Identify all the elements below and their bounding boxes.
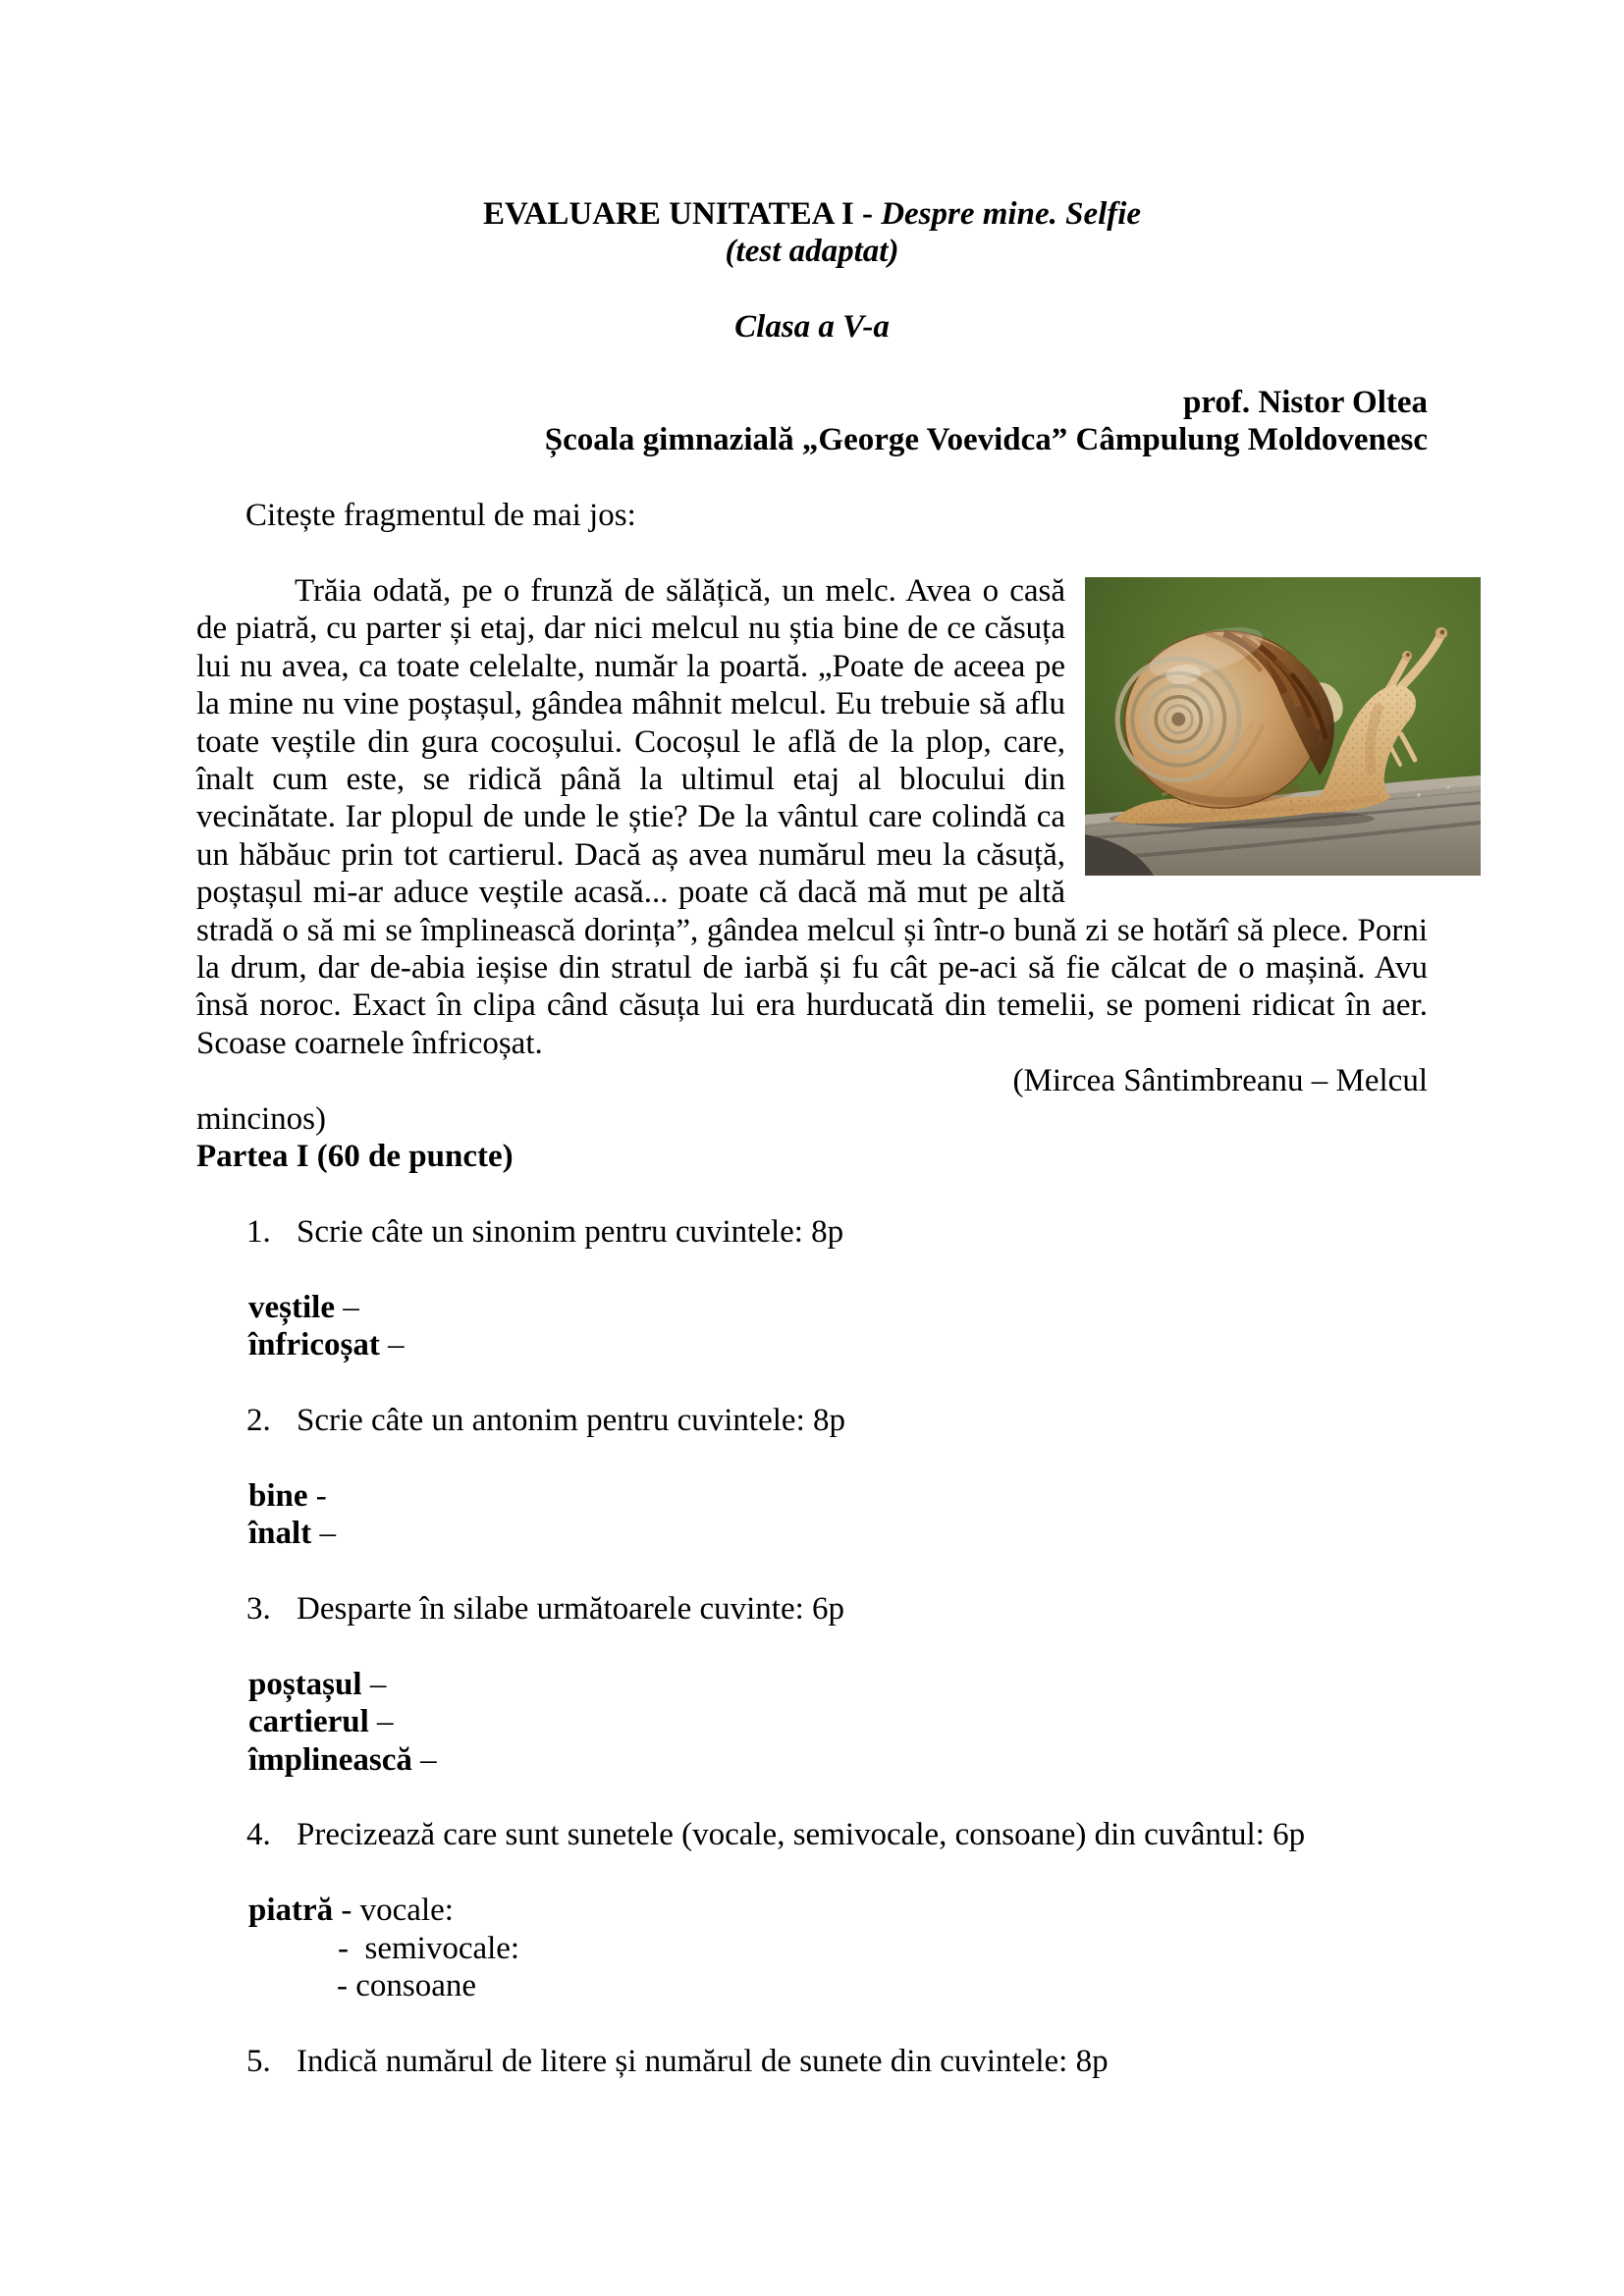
word-line-cartierul — [196, 1703, 1428, 1740]
word-postasul: poștașul — [248, 1666, 362, 1702]
instruction-line: Citește fragmentul de mai jos: — [245, 498, 636, 534]
part-heading: Partea I (60 de puncte) — [196, 1139, 514, 1175]
question-1 — [196, 1213, 1428, 1251]
question-1-number: 1. — [246, 1213, 271, 1250]
word-line-piatra — [196, 1892, 1428, 1929]
word-cartierul-dash: – — [368, 1704, 394, 1740]
question-2-text: Scrie câte un antonim pentru cuvintele: 8p — [297, 1402, 845, 1438]
word-postasul-dash: – — [361, 1666, 387, 1702]
page-title-main: EVALUARE UNITATEA I - — [482, 196, 882, 232]
question-3-text: Desparte în silabe următoarele cuvinte: 6p — [297, 1590, 845, 1627]
question-3 — [196, 1590, 1428, 1628]
word-vestile-dash: – — [334, 1289, 359, 1325]
question-4-text: Precizează care sunt sunetele (vocale, semivocale, consoane) din cuvântul: 6p — [297, 1817, 1306, 1853]
fragment-paragraph — [196, 572, 1428, 1062]
word-line-infricosat — [196, 1326, 1428, 1363]
question-3-number: 3. — [246, 1590, 271, 1627]
word-bine: bine — [248, 1477, 308, 1514]
question-1-text: Scrie câte un sinonim pentru cuvintele: 8p — [297, 1213, 844, 1250]
class-line: Clasa a V-a — [734, 309, 890, 346]
question-2-number: 2. — [246, 1402, 271, 1438]
question-4-number: 4. — [246, 1817, 271, 1853]
subline-semivocale: - semivocale: — [338, 1930, 520, 1966]
attribution-line-2: mincinos) — [196, 1100, 326, 1137]
word-vestile: veștile — [248, 1289, 335, 1325]
word-bine-dash: - — [307, 1477, 327, 1514]
question-4 — [196, 1816, 1428, 1853]
author-line: prof. Nistor Oltea — [1183, 385, 1428, 420]
word-piatra-vocale: - vocale: — [333, 1893, 454, 1929]
attribution-line-1: (Mircea Sântimbreanu – Melcul — [1012, 1063, 1428, 1099]
school-line: Școala gimnazială „George Voevidca” Câmpulung Moldovenesc — [544, 422, 1428, 458]
question-5-text: Indică numărul de litere și numărul de sunete din cuvintele: 8p — [297, 2043, 1109, 2079]
page-title — [196, 195, 1428, 233]
word-implineasca: împlinească — [248, 1741, 412, 1778]
word-line-vestile — [196, 1289, 1428, 1326]
word-piatra: piatră — [248, 1893, 334, 1929]
word-line-inalt — [196, 1515, 1428, 1552]
page-subtitle: (test adaptat) — [725, 234, 899, 270]
fragment-text: Trăia odată, pe o frunză de sălățică, un melc. Avea o casă de piatră, cu parter și etaj, dar nici melcul nu știa bine de ce căsuța lui nu avea, ca toate celelalte, număr la poartă. „Poate de aceea pe la mine nu vine poștașul, gândea mâhnit melcul. Eu trebuie să aflu toate veștile din gura cocoșului. Cocoșul le află de la plop, care, înalt cum este, se ridică până la ultimul etaj al blocului din vecinătate. Iar plopul de unde le știe? De la vântul care colindă ca un hăbăuc prin tot cartierul. Dacă aș avea numărul meu la căsuță, poștașul mi-ar aduce veștile acasă... poate că dacă mă mut pe altă stradă o să mi se împlinească dorința”, gândea melcul și într-o bună zi se hotărî să plece. Porni la drum, dar de-abia ieșise din stratul de iarbă și fu cât pe-aci să fie călcat de o mașină. Avu însă noroc. Exact în clipa când căsuța lui era hurducată din temelii, se pomeni ridicat în aer. Scoase coarnele înfricoșat. — [196, 573, 1428, 1061]
word-implineasca-dash: – — [411, 1741, 437, 1778]
question-5-number: 5. — [246, 2043, 271, 2079]
word-infricosat: înfricoșat — [248, 1327, 380, 1363]
word-inalt: înalt — [248, 1516, 312, 1552]
subline-consoane: - consoane — [337, 1967, 477, 2003]
question-5 — [196, 2043, 1428, 2080]
question-2 — [196, 1402, 1428, 1439]
word-inalt-dash: – — [311, 1516, 336, 1552]
word-line-bine — [196, 1477, 1428, 1515]
word-infricosat-dash: – — [379, 1327, 405, 1363]
word-line-implineasca — [196, 1741, 1428, 1779]
word-line-postasul — [196, 1666, 1428, 1703]
snail-photo — [1085, 577, 1481, 876]
page-title-italic: Despre mine. Selfie — [881, 196, 1142, 232]
word-cartierul: cartierul — [248, 1704, 369, 1740]
